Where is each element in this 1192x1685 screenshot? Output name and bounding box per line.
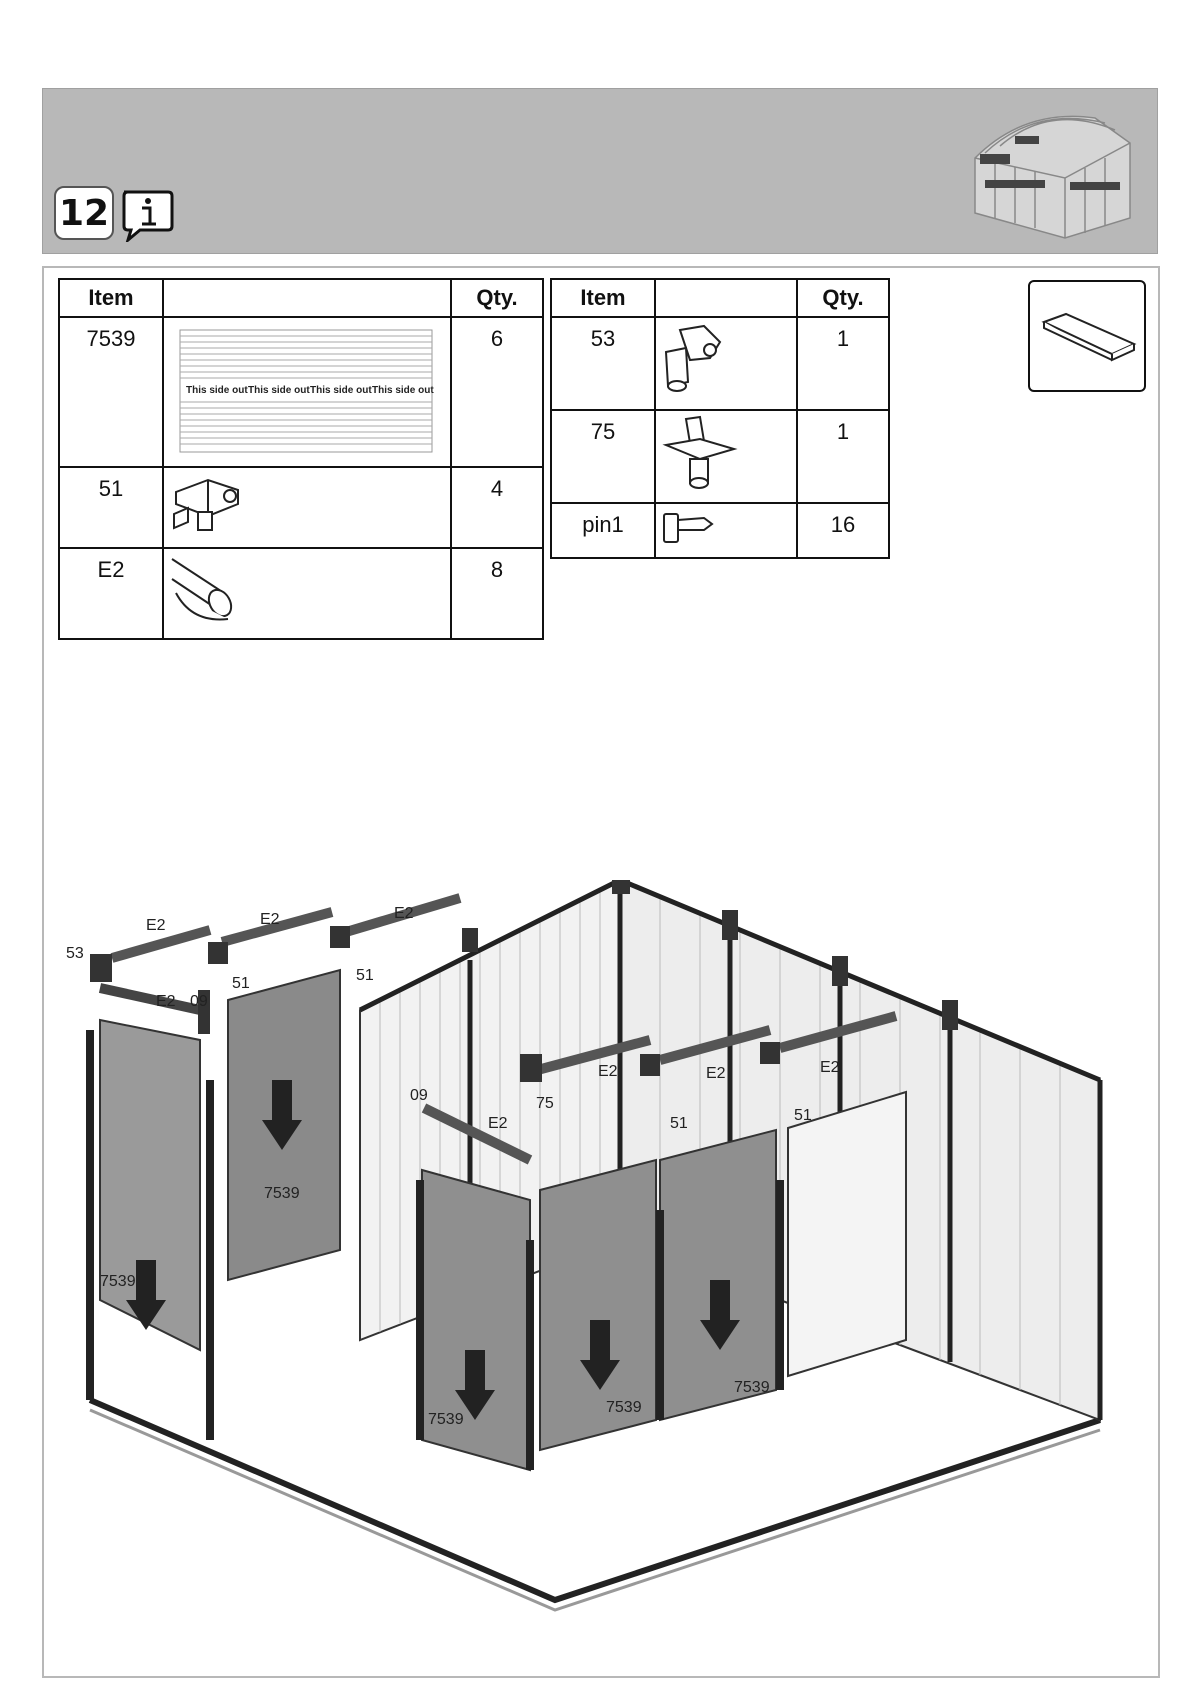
assembly-diagram: [60, 880, 1140, 1620]
label-75: 75: [536, 1095, 554, 1112]
table-header-row: [551, 279, 889, 317]
table-row: [551, 317, 889, 410]
label-51: 51: [794, 1107, 812, 1124]
panel-side-label: This side out: [310, 385, 372, 396]
label-e2: E2: [488, 1115, 508, 1132]
item-qty: 6: [451, 317, 543, 467]
panel-side-label: This side out: [186, 385, 248, 396]
item-code: E2: [59, 548, 163, 639]
step-number: 12: [54, 186, 114, 240]
greenhouse-thumbnail: [955, 98, 1150, 248]
item-code: 7539: [59, 317, 163, 467]
part-image-cell: [163, 467, 451, 548]
label-09: 09: [410, 1087, 428, 1104]
wall-panel-icon: [168, 322, 444, 457]
connector-51-icon: [168, 472, 248, 538]
table-row: [551, 410, 889, 503]
label-51: 51: [232, 975, 250, 992]
label-51: 51: [670, 1115, 688, 1132]
table-row: [59, 548, 543, 639]
column-header-item: Item: [551, 279, 655, 317]
table-row: [59, 467, 543, 548]
panel-side-label: This side out: [248, 385, 310, 396]
item-code: 53: [551, 317, 655, 410]
label-7539: 7539: [734, 1379, 770, 1396]
panel-side-label: This side out: [372, 385, 434, 396]
item-qty: 8: [451, 548, 543, 639]
label-53: 53: [66, 945, 84, 962]
label-7539: 7539: [100, 1273, 136, 1290]
part-image-cell: [655, 410, 797, 503]
part-image-cell: [163, 548, 451, 639]
label-7539: 7539: [428, 1411, 464, 1428]
item-code: 75: [551, 410, 655, 503]
connector-53-icon: [660, 322, 730, 400]
label-e2: E2: [706, 1065, 726, 1082]
info-icon: [118, 186, 174, 242]
label-7539: 7539: [606, 1399, 642, 1416]
column-header-qty: Qty.: [451, 279, 543, 317]
parts-table-left: [58, 278, 544, 640]
label-e2: E2: [598, 1063, 618, 1080]
tool-box: [1028, 280, 1146, 392]
item-qty: 16: [797, 503, 889, 558]
label-7539: 7539: [264, 1185, 300, 1202]
part-image-cell: [655, 317, 797, 410]
rubber-mallet-tool-icon: [1030, 282, 1144, 390]
part-image-cell: [655, 503, 797, 558]
item-code: 51: [59, 467, 163, 548]
label-e2: E2: [156, 993, 176, 1010]
pin-icon: [660, 508, 720, 548]
label-e2: E2: [146, 917, 166, 934]
front-left-wall: [90, 970, 340, 1440]
item-code: pin1: [551, 503, 655, 558]
item-qty: 4: [451, 467, 543, 548]
table-row: [59, 317, 543, 467]
item-qty: 1: [797, 317, 889, 410]
label-51: 51: [356, 967, 374, 984]
label-e2: E2: [394, 905, 414, 922]
connector-75-icon: [660, 415, 740, 493]
part-image-cell: [163, 317, 451, 467]
profile-e2-icon: [168, 553, 248, 629]
column-header-qty: Qty.: [797, 279, 889, 317]
label-e2: E2: [260, 911, 280, 928]
parts-table-right: [550, 278, 890, 559]
column-header-item: Item: [59, 279, 163, 317]
label-e2: E2: [820, 1059, 840, 1076]
column-header-image: [655, 279, 797, 317]
label-09: 09: [190, 993, 208, 1010]
table-header-row: [59, 279, 543, 317]
column-header-image: [163, 279, 451, 317]
table-row: [551, 503, 889, 558]
item-qty: 1: [797, 410, 889, 503]
